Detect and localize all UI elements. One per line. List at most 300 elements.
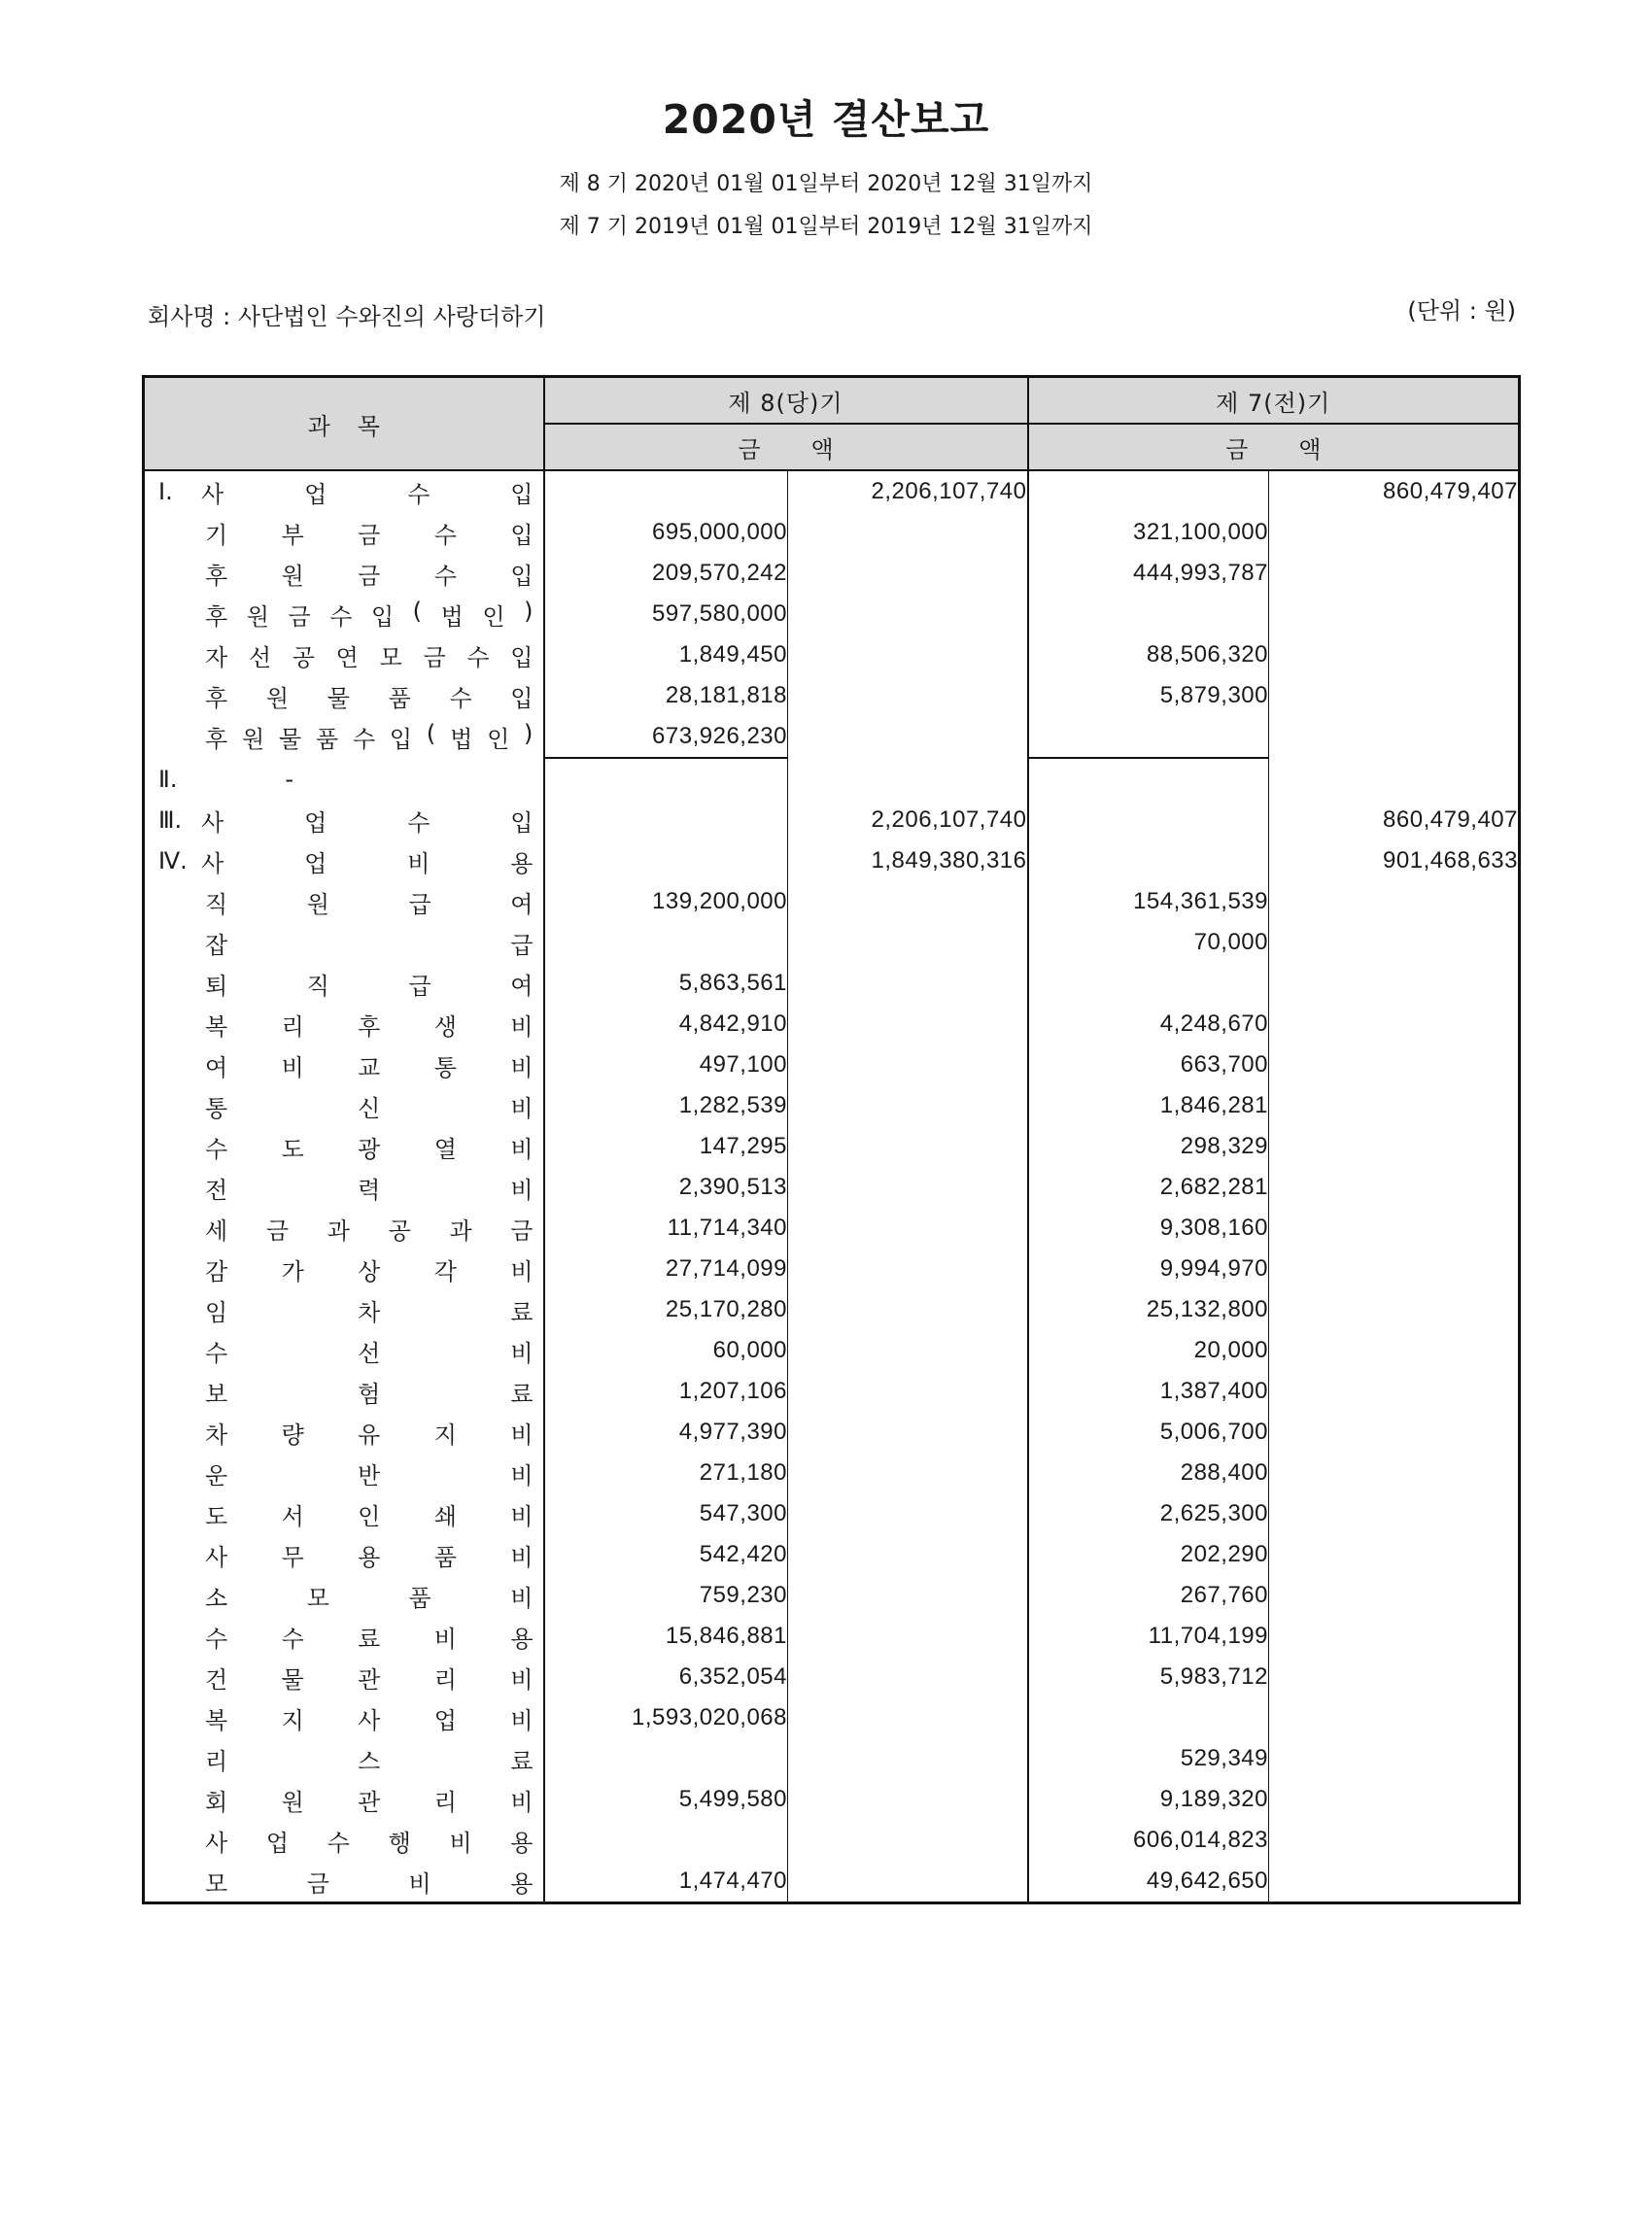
current-total-amount [788, 1289, 1028, 1330]
account-name-char: 료 [510, 1747, 533, 1775]
account-name-cell [144, 1045, 544, 1085]
current-total-amount: 2,206,107,740 [788, 470, 1028, 512]
account-name [205, 638, 533, 672]
account-name-char: 원 [246, 602, 269, 631]
account-name-char: 비 [407, 849, 430, 877]
account-name-char: 전 [205, 1176, 228, 1204]
section-row [144, 840, 1520, 881]
prior-detail-amount: 663,700 [1028, 1045, 1269, 1085]
account-name-char: 비 [510, 1257, 533, 1285]
current-total-amount [788, 1045, 1028, 1085]
account-name-char: 수 [433, 521, 457, 549]
prior-total-amount [1269, 594, 1520, 634]
current-total-amount [788, 1371, 1028, 1412]
account-name-char: 원 [241, 726, 265, 753]
current-total-amount [788, 1249, 1028, 1289]
account-name-char: 수 [281, 1625, 304, 1653]
current-total-amount [788, 963, 1028, 1004]
account-name [205, 1783, 533, 1817]
prior-total-amount [1269, 675, 1520, 716]
prior-total-amount [1269, 963, 1520, 1004]
account-name-char: 비 [510, 1461, 533, 1490]
prior-total-amount [1269, 1534, 1520, 1575]
account-name-char: 과 [449, 1216, 472, 1245]
account-name-char: 입 [510, 521, 533, 549]
account-name-char: 여 [205, 1053, 228, 1081]
account-name-char: 수 [205, 1339, 228, 1367]
prior-detail-amount [1028, 963, 1269, 1004]
prior-detail-amount: 1,387,400 [1028, 1371, 1269, 1412]
prior-total-amount: 860,479,407 [1383, 478, 1518, 504]
account-name-char: 교 [358, 1053, 381, 1081]
account-name-cell [144, 758, 544, 800]
prior-total-amount [1269, 1371, 1520, 1412]
account-name-char: 비 [433, 1625, 457, 1653]
current-total-amount [788, 1167, 1028, 1208]
current-total-amount [788, 1085, 1028, 1126]
account-name-cell [144, 1738, 544, 1779]
current-detail-amount: 27,714,099 [544, 1249, 788, 1289]
current-total-amount [788, 1534, 1028, 1575]
prior-total-amount [1269, 1004, 1520, 1045]
account-name-char: 잡 [205, 931, 228, 959]
account-name-char: 비 [408, 1869, 431, 1898]
account-name-char: 수 [205, 1625, 228, 1653]
account-name-char: 도 [281, 1135, 304, 1163]
account-name-char: 법 [450, 726, 473, 753]
account-name [205, 1742, 533, 1776]
account-name-char: 수 [466, 643, 490, 671]
prior-total-amount: 860,479,407 [1383, 806, 1518, 833]
table-row [144, 1779, 1520, 1820]
account-name-char: 업 [304, 808, 327, 837]
account-name-char: 모 [205, 1869, 228, 1898]
prior-detail-amount: 202,290 [1028, 1534, 1269, 1575]
table-row [144, 963, 1520, 1004]
account-name-cell [144, 1085, 544, 1126]
account-name-cell [144, 1779, 544, 1820]
account-name-char: ) [524, 597, 533, 625]
account-name-cell [144, 1330, 544, 1371]
account-name [205, 720, 533, 754]
account-name-cell [144, 1575, 544, 1616]
account-name-char: 료 [510, 1298, 533, 1326]
account-name-char: 복 [205, 1012, 228, 1041]
account-name-char: 반 [358, 1461, 381, 1490]
account-name-char: 원 [281, 1788, 304, 1816]
current-total-amount [788, 1820, 1028, 1861]
current-total-amount [788, 512, 1028, 553]
account-name [205, 679, 533, 713]
prior-total-amount [1269, 1820, 1520, 1861]
account-name [205, 967, 533, 1001]
current-total-amount [788, 1861, 1028, 1903]
account-name-char: 선 [248, 643, 272, 671]
account-name-char: 건 [205, 1665, 228, 1694]
table-row [144, 1534, 1520, 1575]
account-name-char: 급 [510, 931, 533, 959]
account-name-char: 수 [205, 1135, 228, 1163]
account-name-char: 세 [205, 1216, 228, 1245]
prior-total-amount [1269, 1697, 1520, 1738]
prior-total-amount [1269, 1249, 1520, 1289]
current-detail-amount: 547,300 [544, 1493, 788, 1534]
table-body [144, 470, 1520, 1903]
account-name-char: 공 [292, 643, 315, 671]
current-total-amount [788, 1412, 1028, 1453]
account-name-char: 비 [510, 1584, 533, 1612]
current-detail-amount: 4,842,910 [544, 1004, 788, 1045]
header-current-period: 제 8(당)기 [544, 377, 1028, 425]
account-name-char: - [285, 765, 294, 793]
account-name-char: 비 [510, 1665, 533, 1694]
account-name-char: 물 [278, 726, 302, 753]
current-total-amount [788, 1575, 1028, 1616]
prior-detail-amount: 4,248,670 [1028, 1004, 1269, 1045]
current-detail-amount: 542,420 [544, 1534, 788, 1575]
table-row [144, 1738, 1520, 1779]
account-name [205, 1701, 533, 1735]
prior-detail-amount: 321,100,000 [1028, 512, 1269, 553]
account-name-cell [144, 1616, 544, 1657]
current-total-amount [788, 922, 1028, 963]
section-row [144, 470, 1520, 512]
current-total-amount [788, 1616, 1028, 1657]
account-name-cell [144, 1208, 544, 1249]
account-name [205, 1293, 533, 1327]
account-name-char: 인 [358, 1502, 381, 1530]
prior-detail-amount: 5,006,700 [1028, 1412, 1269, 1453]
account-name-char: 력 [358, 1176, 381, 1204]
account-name-char: 비 [510, 1502, 533, 1530]
account-name [205, 1620, 533, 1654]
prior-detail-amount: 88,506,320 [1028, 634, 1269, 675]
header-prior-amount: 금액 [1028, 424, 1520, 470]
account-name-cell [144, 963, 544, 1004]
current-detail-amount: 1,207,106 [544, 1371, 788, 1412]
table-row [144, 1004, 1520, 1045]
table-row [144, 1371, 1520, 1412]
period-current: 제 8 기 2020년 01월 01일부터 2020년 12월 31일까지 [559, 172, 1093, 196]
current-total-amount [788, 634, 1028, 675]
prior-total-amount [1269, 1453, 1520, 1493]
prior-total-amount [1269, 1167, 1520, 1208]
account-name-char: 공 [388, 1216, 411, 1245]
prior-detail-amount: 267,760 [1028, 1575, 1269, 1616]
account-name-char: 금 [358, 521, 381, 549]
current-detail-amount: 11,714,340 [544, 1208, 788, 1249]
table-row [144, 1208, 1520, 1249]
table-row [144, 1289, 1520, 1330]
prior-total-amount [1269, 1657, 1520, 1697]
account-name-char: 여 [510, 972, 533, 1000]
current-total-amount [788, 1657, 1028, 1697]
account-name-char: 모 [379, 643, 402, 671]
section-row [144, 800, 1520, 840]
account-name [205, 1661, 533, 1695]
account-name-char: 광 [358, 1135, 381, 1163]
account-name [205, 1089, 533, 1123]
prior-total-amount [1269, 1779, 1520, 1820]
account-name [205, 926, 533, 960]
account-name-char: 행 [388, 1829, 411, 1857]
account-name-cell [144, 1493, 544, 1534]
account-name-char: 금 [423, 643, 446, 671]
account-name-char: 수 [407, 808, 430, 837]
account-name-char: 연 [335, 643, 359, 671]
prior-detail-amount: 2,625,300 [1028, 1493, 1269, 1534]
account-name-char: 금 [265, 1216, 290, 1245]
current-detail-amount: 209,570,242 [544, 553, 788, 594]
account-name-char: 직 [306, 972, 329, 1000]
account-name-char: 가 [281, 1257, 304, 1285]
account-name-cell [144, 800, 544, 840]
account-name-char: 운 [205, 1461, 228, 1490]
account-name-cell [144, 1249, 544, 1289]
account-name-char: 통 [433, 1053, 457, 1081]
page-title: 2020년 결산보고 [662, 96, 990, 143]
current-detail-amount [544, 922, 788, 963]
account-name [205, 1375, 533, 1409]
account-name-char: 비 [510, 1543, 533, 1571]
header-prior-period: 제 7(전)기 [1028, 377, 1520, 425]
account-name-cell [144, 1126, 544, 1167]
header-subject: 과목 [144, 377, 544, 471]
prior-detail-amount: 606,014,823 [1028, 1820, 1269, 1861]
account-name-char: 퇴 [205, 972, 228, 1000]
table-row [144, 1616, 1520, 1657]
prior-detail-amount: 9,308,160 [1028, 1208, 1269, 1249]
account-name-char: 비 [510, 1053, 533, 1081]
prior-total-amount [1269, 1575, 1520, 1616]
account-name [201, 475, 533, 509]
section-numeral: Ⅲ. [158, 806, 183, 834]
account-name-char: 관 [358, 1665, 381, 1694]
account-name [205, 885, 533, 919]
account-name-cell [144, 1697, 544, 1738]
current-total-amount [788, 1208, 1028, 1249]
account-name-char: 업 [265, 1829, 290, 1857]
table-row [144, 1167, 1520, 1208]
account-name-char: ) [524, 720, 533, 747]
prior-total-amount [1269, 1493, 1520, 1534]
table-row [144, 716, 1520, 758]
current-detail-amount: 28,181,818 [544, 675, 788, 716]
account-name-char: 료 [510, 1380, 533, 1408]
account-name-char: 용 [510, 849, 533, 877]
account-name [205, 1334, 533, 1368]
prior-detail-amount: 49,642,650 [1028, 1861, 1269, 1903]
account-name-char: 보 [205, 1380, 228, 1408]
account-name-cell [144, 1412, 544, 1453]
prior-detail-amount: 20,000 [1028, 1330, 1269, 1371]
account-name-char: 험 [358, 1380, 381, 1408]
account-name [205, 1252, 533, 1286]
account-name [205, 1579, 533, 1613]
account-name-char: 입 [510, 808, 533, 837]
account-name-cell [144, 881, 544, 922]
account-name [205, 557, 533, 591]
prior-detail-amount [1028, 800, 1269, 840]
account-name [205, 598, 533, 632]
prior-detail-amount: 298,329 [1028, 1126, 1269, 1167]
account-name-char: 리 [205, 1747, 228, 1775]
account-name-char: 업 [433, 1706, 457, 1734]
prior-detail-amount [1028, 1697, 1269, 1738]
account-name-char: 품 [315, 726, 339, 753]
table-row [144, 1412, 1520, 1453]
account-name-char: 차 [358, 1298, 381, 1326]
account-name-char: 입 [389, 726, 413, 753]
current-detail-amount: 1,282,539 [544, 1085, 788, 1126]
prior-total-amount [1269, 1412, 1520, 1453]
account-name-char: 리 [433, 1788, 457, 1816]
current-detail-amount: 271,180 [544, 1453, 788, 1493]
account-name-char: 여 [510, 890, 533, 918]
account-name-char: 지 [281, 1706, 304, 1734]
prior-total-amount [1269, 881, 1520, 922]
account-name-cell [144, 1820, 544, 1861]
account-name-char: 사 [205, 1543, 228, 1571]
current-total-amount [788, 1126, 1028, 1167]
account-name-char: 금 [306, 1869, 329, 1898]
account-name-char: ( [412, 597, 423, 625]
prior-detail-amount: 5,983,712 [1028, 1657, 1269, 1697]
account-name-char: 원 [265, 684, 290, 712]
account-name-char: 수 [352, 726, 376, 753]
prior-detail-amount: 9,189,320 [1028, 1779, 1269, 1820]
prior-detail-amount: 529,349 [1028, 1738, 1269, 1779]
account-name-char: 용 [510, 1829, 533, 1857]
account-name-cell [144, 1861, 544, 1903]
current-total-amount [788, 1779, 1028, 1820]
account-name-cell [144, 922, 544, 963]
current-detail-amount: 25,170,280 [544, 1289, 788, 1330]
account-name-char: 업 [304, 849, 327, 877]
prior-detail-amount: 25,132,800 [1028, 1289, 1269, 1330]
prior-total-amount [1269, 1045, 1520, 1085]
account-name-char: 수 [449, 684, 472, 712]
account-name-char: 품 [408, 1584, 431, 1612]
table-row [144, 512, 1520, 553]
account-name-char: 비 [510, 1012, 533, 1041]
account-name-char: 입 [370, 602, 395, 631]
account-name-char: 비 [510, 1135, 533, 1163]
account-name-cell [144, 1534, 544, 1575]
current-detail-amount: 1,474,470 [544, 1861, 788, 1903]
account-name-char: 금 [358, 562, 381, 590]
account-name-char: 비 [510, 1706, 533, 1734]
account-name-char: 물 [327, 684, 350, 712]
account-name-char: 비 [510, 1421, 533, 1449]
account-name-cell [144, 840, 544, 881]
current-detail-amount [544, 758, 788, 800]
prior-detail-amount: 288,400 [1028, 1453, 1269, 1493]
table-row [144, 1045, 1520, 1085]
account-name-char: 입 [510, 643, 533, 671]
prior-detail-amount: 444,993,787 [1028, 553, 1269, 594]
prior-detail-amount: 1,846,281 [1028, 1085, 1269, 1126]
prior-total-amount [1269, 1861, 1520, 1903]
prior-total-amount [1269, 1330, 1520, 1371]
company-name: 회사명 : 사단법인 수와진의 사랑더하기 [148, 303, 546, 330]
account-name-cell [144, 1004, 544, 1045]
account-name-char: 부 [281, 521, 304, 549]
table-row [144, 1697, 1520, 1738]
account-name-char: 직 [205, 890, 228, 918]
unit-label: (단위 : 원) [1407, 297, 1516, 325]
account-name-char: 수 [329, 602, 353, 631]
current-total-amount [788, 881, 1028, 922]
prior-total-amount [1269, 1085, 1520, 1126]
account-name [205, 1416, 533, 1450]
account-name-char: 과 [327, 1216, 350, 1245]
account-name-cell [144, 1167, 544, 1208]
account-name-char: 량 [281, 1421, 304, 1449]
account-name [205, 1130, 533, 1164]
account-name-cell [144, 1289, 544, 1330]
table-row [144, 675, 1520, 716]
prior-total-amount [1269, 1126, 1520, 1167]
account-name-char: 수 [407, 480, 430, 508]
account-name-char: 원 [281, 562, 304, 590]
account-name-char: 비 [510, 1094, 533, 1122]
current-total-amount [788, 1738, 1028, 1779]
section-numeral: Ⅱ. [158, 765, 178, 793]
account-name-char: 회 [205, 1788, 228, 1816]
account-name [205, 1497, 533, 1531]
table-row [144, 1575, 1520, 1616]
account-name-char: 용 [358, 1543, 381, 1571]
account-name-char: 신 [358, 1094, 381, 1122]
account-name-char: 사 [201, 849, 224, 877]
account-name [205, 1865, 533, 1899]
account-name-char: 료 [358, 1625, 381, 1653]
current-detail-amount: 759,230 [544, 1575, 788, 1616]
prior-total-amount [1269, 1208, 1520, 1249]
account-name-char: 소 [205, 1584, 228, 1612]
section-numeral: Ⅰ. [158, 478, 173, 505]
prior-total-amount [1269, 1738, 1520, 1779]
account-name-char: 리 [281, 1012, 304, 1041]
account-name-char: 인 [487, 726, 510, 753]
table-row [144, 1657, 1520, 1697]
account-name-char: 모 [306, 1584, 329, 1612]
current-total-amount [788, 758, 1028, 800]
account-name-char: 무 [281, 1543, 304, 1571]
current-detail-amount: 5,863,561 [544, 963, 788, 1004]
table-row [144, 1330, 1520, 1371]
current-total-amount [788, 594, 1028, 634]
table-row [144, 881, 1520, 922]
account-name [205, 516, 533, 550]
account-name-char: ( [426, 720, 436, 747]
current-total-amount: 2,206,107,740 [788, 800, 1028, 840]
current-total-amount [788, 1697, 1028, 1738]
prior-total-amount [1269, 512, 1520, 553]
current-total-amount [788, 553, 1028, 594]
account-name-cell [144, 1371, 544, 1412]
account-name-char: 비 [281, 1053, 304, 1081]
current-total-amount [788, 716, 1028, 758]
account-name-char: 차 [205, 1421, 228, 1449]
current-detail-amount: 597,580,000 [544, 594, 788, 634]
account-name-char: 원 [306, 890, 329, 918]
account-name-char: 입 [510, 684, 533, 712]
table-row [144, 1820, 1520, 1861]
account-name-char: 후 [205, 562, 228, 590]
period-prior: 제 7 기 2019년 01월 01일부터 2019년 12월 31일까지 [559, 215, 1093, 239]
